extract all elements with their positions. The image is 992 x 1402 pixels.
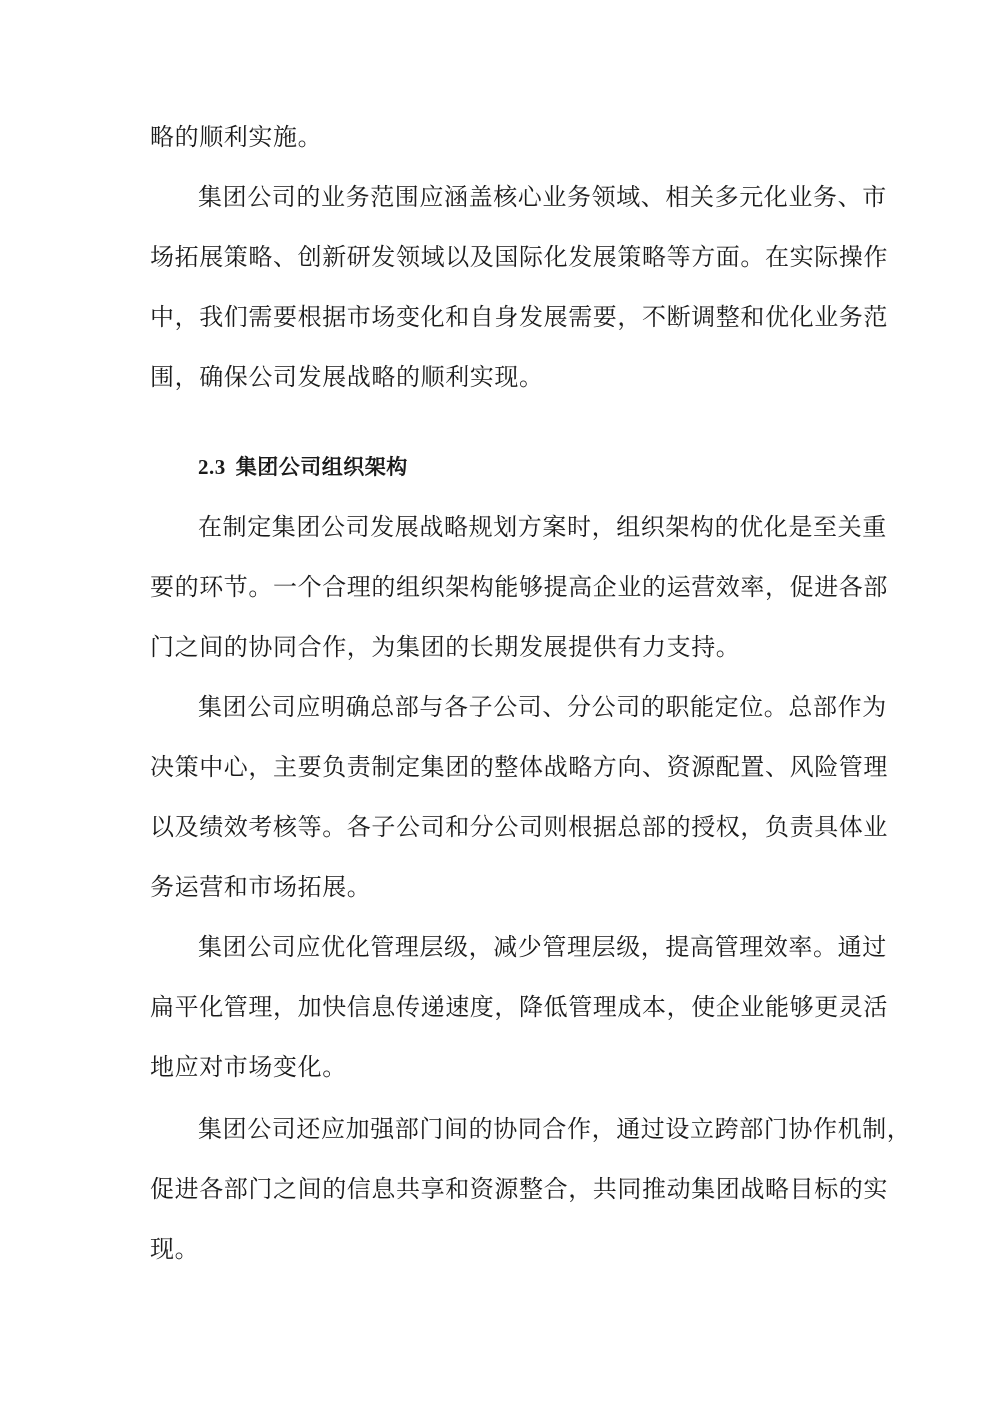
paragraph-line: 促进各部门之间的信息共享和资源整合，共同推动集团战略目标的实 bbox=[150, 1175, 888, 1203]
paragraph-line: 门之间的协同合作，为集团的长期发展提供有力支持。 bbox=[150, 633, 741, 661]
paragraph-line: 要的环节。一个合理的组织架构能够提高企业的运营效率，促进各部 bbox=[150, 573, 888, 601]
paragraph-line: 务运营和市场拓展。 bbox=[150, 873, 372, 901]
paragraph-line: 地应对市场变化。 bbox=[150, 1053, 347, 1081]
section-heading bbox=[198, 452, 408, 482]
paragraph-line: 以及绩效考核等。各子公司和分公司则根据总部的授权，负责具体业 bbox=[150, 813, 888, 841]
paragraph-line: 略的顺利实施。 bbox=[150, 123, 323, 151]
paragraph-line: 现。 bbox=[150, 1235, 200, 1263]
paragraph-line: 在制定集团公司发展战略规划方案时，组织架构的优化是至关重 bbox=[198, 513, 887, 541]
paragraph-line: 扁平化管理，加快信息传递速度，降低管理成本，使企业能够更灵活 bbox=[150, 993, 888, 1021]
paragraph-line: 围，确保公司发展战略的顺利实现。 bbox=[150, 363, 544, 391]
section-title: 集团公司组织架构 bbox=[235, 455, 408, 479]
paragraph-line: 决策中心，主要负责制定集团的整体战略方向、资源配置、风险管理 bbox=[150, 753, 888, 781]
paragraph-line: 中，我们需要根据市场变化和自身发展需要，不断调整和优化业务范 bbox=[150, 303, 888, 331]
paragraph-line: 场拓展策略、创新研发领域以及国际化发展策略等方面。在实际操作 bbox=[150, 243, 888, 271]
paragraph-line: 集团公司的业务范围应涵盖核心业务领域、相关多元化业务、市 bbox=[198, 183, 887, 211]
section-number: 2.3 bbox=[198, 455, 226, 479]
paragraph-line: 集团公司还应加强部门间的协同合作，通过设立跨部门协作机制， bbox=[198, 1115, 912, 1143]
paragraph-line: 集团公司应明确总部与各子公司、分公司的职能定位。总部作为 bbox=[198, 693, 887, 721]
paragraph-line: 集团公司应优化管理层级，减少管理层级，提高管理效率。通过 bbox=[198, 933, 887, 961]
